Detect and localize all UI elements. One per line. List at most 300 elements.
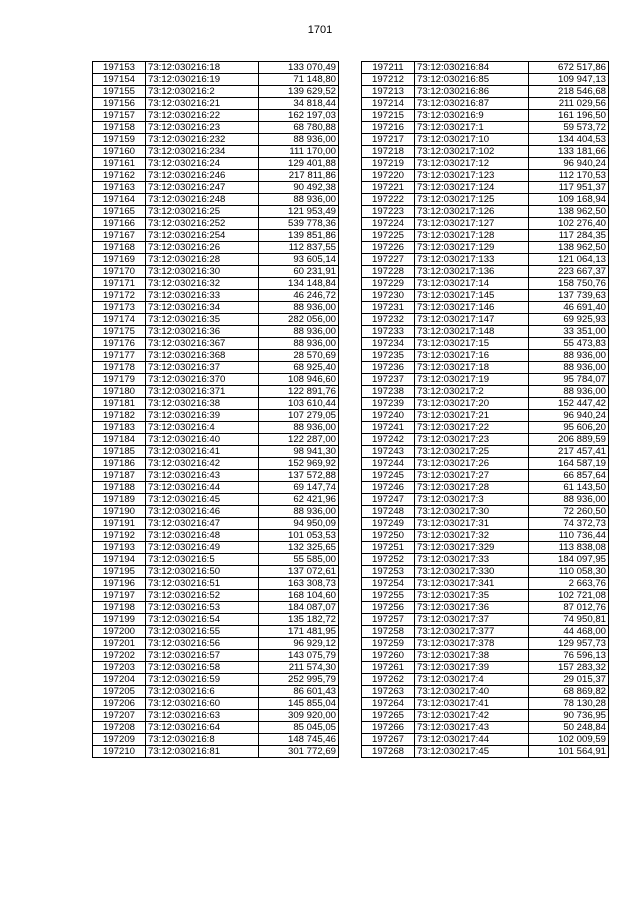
row-number: 197226 — [362, 242, 415, 254]
cadastral-number: 73:12:030216:38 — [146, 398, 259, 410]
cadastral-number: 73:12:030216:53 — [146, 602, 259, 614]
table-row — [362, 602, 609, 614]
table-row — [362, 422, 609, 434]
table-row — [362, 182, 609, 194]
cadastral-value: 88 936,00 — [259, 338, 339, 350]
row-number: 197153 — [93, 62, 146, 74]
table-row — [93, 182, 339, 194]
row-number: 197257 — [362, 614, 415, 626]
cadastral-number: 73:12:030216:51 — [146, 578, 259, 590]
cadastral-number: 73:12:030216:368 — [146, 350, 259, 362]
table-row — [93, 638, 339, 650]
cadastral-number: 73:12:030216:19 — [146, 74, 259, 86]
cadastral-value: 137 572,88 — [259, 470, 339, 482]
cadastral-value: 61 143,50 — [529, 482, 609, 494]
row-number: 197159 — [93, 134, 146, 146]
cadastral-value: 112 837,55 — [259, 242, 339, 254]
cadastral-number: 73:12:030217:125 — [415, 194, 529, 206]
cadastral-number: 73:12:030216:6 — [146, 686, 259, 698]
table-row — [362, 338, 609, 350]
cadastral-value: 96 929,12 — [259, 638, 339, 650]
cadastral-value: 95 606,20 — [529, 422, 609, 434]
cadastral-value: 672 517,86 — [529, 62, 609, 74]
table-row — [93, 206, 339, 218]
cadastral-number: 73:12:030216:44 — [146, 482, 259, 494]
row-number: 197198 — [93, 602, 146, 614]
cadastral-value: 101 053,53 — [259, 530, 339, 542]
cadastral-number: 73:12:030217:12 — [415, 158, 529, 170]
cadastral-value: 88 936,00 — [529, 494, 609, 506]
table-row — [362, 530, 609, 542]
cadastral-value: 88 936,00 — [259, 194, 339, 206]
cadastral-number: 73:12:030216:85 — [415, 74, 529, 86]
cadastral-number: 73:12:030216:47 — [146, 518, 259, 530]
table-row — [362, 146, 609, 158]
row-number: 197176 — [93, 338, 146, 350]
row-number: 197172 — [93, 290, 146, 302]
table-row — [93, 98, 339, 110]
cadastral-number: 73:12:030217:38 — [415, 650, 529, 662]
cadastral-number: 73:12:030217:341 — [415, 578, 529, 590]
row-number: 197186 — [93, 458, 146, 470]
table-row — [93, 614, 339, 626]
register-table-right — [361, 61, 609, 758]
table-row — [362, 362, 609, 374]
row-number: 197241 — [362, 422, 415, 434]
row-number: 197185 — [93, 446, 146, 458]
table-row — [362, 446, 609, 458]
table-row — [362, 278, 609, 290]
table-row — [362, 638, 609, 650]
cadastral-value: 133 181,66 — [529, 146, 609, 158]
cadastral-value: 69 147,74 — [259, 482, 339, 494]
row-number: 197171 — [93, 278, 146, 290]
cadastral-value: 132 325,65 — [259, 542, 339, 554]
table-row — [362, 482, 609, 494]
cadastral-number: 73:12:030216:34 — [146, 302, 259, 314]
row-number: 197236 — [362, 362, 415, 374]
table-row — [93, 566, 339, 578]
cadastral-number: 73:12:030217:25 — [415, 446, 529, 458]
row-number: 197155 — [93, 86, 146, 98]
row-number: 197253 — [362, 566, 415, 578]
table-row — [362, 170, 609, 182]
cadastral-number: 73:12:030216:52 — [146, 590, 259, 602]
table-row — [362, 110, 609, 122]
row-number: 197230 — [362, 290, 415, 302]
row-number: 197167 — [93, 230, 146, 242]
cadastral-number: 73:12:030216:64 — [146, 722, 259, 734]
cadastral-number: 73:12:030216:22 — [146, 110, 259, 122]
row-number: 197181 — [93, 398, 146, 410]
cadastral-number: 73:12:030217:102 — [415, 146, 529, 158]
cadastral-value: 68 780,88 — [259, 122, 339, 134]
cadastral-value: 88 936,00 — [259, 302, 339, 314]
cadastral-value: 74 950,81 — [529, 614, 609, 626]
row-number: 197264 — [362, 698, 415, 710]
cadastral-value: 152 447,42 — [529, 398, 609, 410]
row-number: 197166 — [93, 218, 146, 230]
cadastral-value: 135 182,72 — [259, 614, 339, 626]
row-number: 197188 — [93, 482, 146, 494]
row-number: 197214 — [362, 98, 415, 110]
row-number: 197183 — [93, 422, 146, 434]
cadastral-number: 73:12:030217:44 — [415, 734, 529, 746]
cadastral-value: 137 072,61 — [259, 566, 339, 578]
cadastral-number: 73:12:030217:123 — [415, 170, 529, 182]
row-number: 197255 — [362, 590, 415, 602]
table-row — [362, 326, 609, 338]
table-row — [362, 314, 609, 326]
cadastral-number: 73:12:030217:126 — [415, 206, 529, 218]
cadastral-value: 117 951,37 — [529, 182, 609, 194]
cadastral-value: 139 629,52 — [259, 86, 339, 98]
table-row — [93, 350, 339, 362]
cadastral-number: 73:12:030217:16 — [415, 350, 529, 362]
table-row — [93, 506, 339, 518]
row-number: 197175 — [93, 326, 146, 338]
table-row — [362, 218, 609, 230]
row-number: 197231 — [362, 302, 415, 314]
cadastral-value: 158 750,76 — [529, 278, 609, 290]
table-row — [362, 506, 609, 518]
row-number: 197222 — [362, 194, 415, 206]
cadastral-number: 73:12:030217:329 — [415, 542, 529, 554]
row-number: 197244 — [362, 458, 415, 470]
row-number: 197165 — [93, 206, 146, 218]
table-row — [362, 698, 609, 710]
row-number: 197232 — [362, 314, 415, 326]
cadastral-value: 134 148,84 — [259, 278, 339, 290]
table-row — [93, 302, 339, 314]
cadastral-number: 73:12:030217:26 — [415, 458, 529, 470]
row-number: 197225 — [362, 230, 415, 242]
row-number: 197210 — [93, 746, 146, 758]
row-number: 197197 — [93, 590, 146, 602]
cadastral-number: 73:12:030216:234 — [146, 146, 259, 158]
cadastral-value: 184 097,95 — [529, 554, 609, 566]
cadastral-number: 73:12:030217:45 — [415, 746, 529, 758]
cadastral-number: 73:12:030216:59 — [146, 674, 259, 686]
row-number: 197227 — [362, 254, 415, 266]
table-row — [362, 722, 609, 734]
cadastral-value: 88 936,00 — [259, 422, 339, 434]
row-number: 197170 — [93, 266, 146, 278]
cadastral-number: 73:12:030216:26 — [146, 242, 259, 254]
cadastral-number: 73:12:030217:136 — [415, 266, 529, 278]
cadastral-number: 73:12:030217:145 — [415, 290, 529, 302]
cadastral-number: 73:12:030216:252 — [146, 218, 259, 230]
table-row — [362, 566, 609, 578]
cadastral-number: 73:12:030216:57 — [146, 650, 259, 662]
row-number: 197239 — [362, 398, 415, 410]
cadastral-value: 68 925,40 — [259, 362, 339, 374]
row-number: 197207 — [93, 710, 146, 722]
cadastral-number: 73:12:030216:55 — [146, 626, 259, 638]
row-number: 197246 — [362, 482, 415, 494]
cadastral-number: 73:12:030216:35 — [146, 314, 259, 326]
table-row — [362, 590, 609, 602]
row-number: 197258 — [362, 626, 415, 638]
cadastral-number: 73:12:030217:39 — [415, 662, 529, 674]
table-row — [93, 494, 339, 506]
row-number: 197263 — [362, 686, 415, 698]
row-number: 197218 — [362, 146, 415, 158]
cadastral-number: 73:12:030216:43 — [146, 470, 259, 482]
table-row — [93, 122, 339, 134]
cadastral-number: 73:12:030216:30 — [146, 266, 259, 278]
row-number: 197163 — [93, 182, 146, 194]
cadastral-number: 73:12:030216:84 — [415, 62, 529, 74]
row-number: 197164 — [93, 194, 146, 206]
table-row — [362, 194, 609, 206]
table-row — [93, 110, 339, 122]
cadastral-number: 73:12:030216:254 — [146, 230, 259, 242]
table-row — [362, 650, 609, 662]
cadastral-number: 73:12:030217:378 — [415, 638, 529, 650]
table-row — [93, 290, 339, 302]
cadastral-value: 162 197,03 — [259, 110, 339, 122]
cadastral-value: 111 170,00 — [259, 146, 339, 158]
cadastral-number: 73:12:030216:32 — [146, 278, 259, 290]
table-row — [362, 470, 609, 482]
row-number: 197190 — [93, 506, 146, 518]
cadastral-number: 73:12:030216:370 — [146, 374, 259, 386]
table-row — [362, 458, 609, 470]
table-row — [362, 542, 609, 554]
row-number: 197200 — [93, 626, 146, 638]
table-row — [93, 458, 339, 470]
table-row — [93, 254, 339, 266]
cadastral-number: 73:12:030216:86 — [415, 86, 529, 98]
cadastral-number: 73:12:030216:87 — [415, 98, 529, 110]
cadastral-number: 73:12:030216:247 — [146, 182, 259, 194]
cadastral-number: 73:12:030216:232 — [146, 134, 259, 146]
row-number: 197203 — [93, 662, 146, 674]
table-row — [93, 74, 339, 86]
table-row — [93, 746, 339, 758]
cadastral-value: 94 950,09 — [259, 518, 339, 530]
cadastral-value: 223 667,37 — [529, 266, 609, 278]
cadastral-value: 252 995,79 — [259, 674, 339, 686]
cadastral-number: 73:12:030217:22 — [415, 422, 529, 434]
table-row — [362, 134, 609, 146]
cadastral-value: 33 351,00 — [529, 326, 609, 338]
row-number: 197169 — [93, 254, 146, 266]
cadastral-value: 218 546,68 — [529, 86, 609, 98]
table-row — [362, 710, 609, 722]
table-row — [93, 662, 339, 674]
cadastral-value: 112 170,53 — [529, 170, 609, 182]
cadastral-number: 73:12:030216:41 — [146, 446, 259, 458]
table-row — [93, 218, 339, 230]
table-row — [362, 614, 609, 626]
table-row — [93, 398, 339, 410]
table-row — [362, 686, 609, 698]
table-row — [362, 302, 609, 314]
row-number: 197221 — [362, 182, 415, 194]
cadastral-value: 62 421,96 — [259, 494, 339, 506]
cadastral-value: 122 891,76 — [259, 386, 339, 398]
table-row — [93, 170, 339, 182]
table-row — [362, 350, 609, 362]
cadastral-value: 93 605,14 — [259, 254, 339, 266]
row-number: 197217 — [362, 134, 415, 146]
cadastral-number: 73:12:030217:23 — [415, 434, 529, 446]
row-number: 197157 — [93, 110, 146, 122]
table-row — [93, 314, 339, 326]
cadastral-number: 73:12:030216:42 — [146, 458, 259, 470]
cadastral-value: 157 283,32 — [529, 662, 609, 674]
cadastral-number: 73:12:030217:330 — [415, 566, 529, 578]
row-number: 197180 — [93, 386, 146, 398]
cadastral-number: 73:12:030217:1 — [415, 122, 529, 134]
cadastral-value: 50 248,84 — [529, 722, 609, 734]
cadastral-value: 28 570,69 — [259, 350, 339, 362]
table-row — [362, 206, 609, 218]
row-number: 197262 — [362, 674, 415, 686]
row-number: 197256 — [362, 602, 415, 614]
row-number: 197191 — [93, 518, 146, 530]
row-number: 197193 — [93, 542, 146, 554]
cadastral-value: 121 953,49 — [259, 206, 339, 218]
row-number: 197251 — [362, 542, 415, 554]
cadastral-value: 66 857,64 — [529, 470, 609, 482]
cadastral-value: 110 736,44 — [529, 530, 609, 542]
cadastral-number: 73:12:030216:367 — [146, 338, 259, 350]
cadastral-number: 73:12:030217:133 — [415, 254, 529, 266]
table-row — [93, 446, 339, 458]
cadastral-value: 184 087,07 — [259, 602, 339, 614]
cadastral-value: 90 492,38 — [259, 182, 339, 194]
cadastral-value: 163 308,73 — [259, 578, 339, 590]
cadastral-number: 73:12:030217:14 — [415, 278, 529, 290]
cadastral-value: 74 372,73 — [529, 518, 609, 530]
cadastral-value: 60 231,91 — [259, 266, 339, 278]
cadastral-value: 117 284,35 — [529, 230, 609, 242]
cadastral-value: 101 564,91 — [529, 746, 609, 758]
table-row — [93, 422, 339, 434]
cadastral-number: 73:12:030217:30 — [415, 506, 529, 518]
cadastral-number: 73:12:030217:28 — [415, 482, 529, 494]
row-number: 197249 — [362, 518, 415, 530]
cadastral-number: 73:12:030216:18 — [146, 62, 259, 74]
row-number: 197160 — [93, 146, 146, 158]
table-row — [362, 242, 609, 254]
row-number: 197240 — [362, 410, 415, 422]
row-number: 197259 — [362, 638, 415, 650]
table-row — [93, 518, 339, 530]
table-row — [93, 578, 339, 590]
row-number: 197248 — [362, 506, 415, 518]
cadastral-number: 73:12:030217:148 — [415, 326, 529, 338]
cadastral-value: 113 838,08 — [529, 542, 609, 554]
row-number: 197220 — [362, 170, 415, 182]
cadastral-number: 73:12:030216:371 — [146, 386, 259, 398]
cadastral-number: 73:12:030217:129 — [415, 242, 529, 254]
cadastral-number: 73:12:030216:56 — [146, 638, 259, 650]
cadastral-number: 73:12:030216:63 — [146, 710, 259, 722]
cadastral-number: 73:12:030216:48 — [146, 530, 259, 542]
cadastral-value: 217 811,86 — [259, 170, 339, 182]
cadastral-value: 46 246,72 — [259, 290, 339, 302]
cadastral-number: 73:12:030217:15 — [415, 338, 529, 350]
table-row — [93, 602, 339, 614]
cadastral-number: 73:12:030217:41 — [415, 698, 529, 710]
cadastral-value: 309 920,00 — [259, 710, 339, 722]
row-number: 197174 — [93, 314, 146, 326]
table-row — [93, 674, 339, 686]
cadastral-value: 164 587,19 — [529, 458, 609, 470]
cadastral-number: 73:12:030216:2 — [146, 86, 259, 98]
table-row — [93, 374, 339, 386]
row-number: 197242 — [362, 434, 415, 446]
table-row — [93, 626, 339, 638]
table-row — [362, 662, 609, 674]
table-row — [362, 434, 609, 446]
row-number: 197261 — [362, 662, 415, 674]
cadastral-value: 55 585,00 — [259, 554, 339, 566]
row-number: 197212 — [362, 74, 415, 86]
row-number: 197161 — [93, 158, 146, 170]
row-number: 197177 — [93, 350, 146, 362]
cadastral-number: 73:12:030217:124 — [415, 182, 529, 194]
cadastral-value: 168 104,60 — [259, 590, 339, 602]
cadastral-number: 73:12:030217:2 — [415, 386, 529, 398]
table-row — [93, 158, 339, 170]
cadastral-value: 108 946,60 — [259, 374, 339, 386]
row-number: 197219 — [362, 158, 415, 170]
table-row — [93, 590, 339, 602]
cadastral-value: 88 936,00 — [529, 386, 609, 398]
cadastral-value: 76 596,13 — [529, 650, 609, 662]
table-row — [362, 374, 609, 386]
table-row — [362, 290, 609, 302]
cadastral-value: 107 279,05 — [259, 410, 339, 422]
cadastral-value: 138 962,50 — [529, 242, 609, 254]
table-row — [362, 62, 609, 74]
table-row — [93, 410, 339, 422]
cadastral-value: 69 925,93 — [529, 314, 609, 326]
table-row — [93, 386, 339, 398]
cadastral-value: 133 070,49 — [259, 62, 339, 74]
row-number: 197233 — [362, 326, 415, 338]
table-row — [362, 266, 609, 278]
cadastral-value: 206 889,59 — [529, 434, 609, 446]
table-row — [362, 86, 609, 98]
cadastral-value: 59 573,72 — [529, 122, 609, 134]
cadastral-number: 73:12:030217:40 — [415, 686, 529, 698]
table-row — [362, 398, 609, 410]
cadastral-number: 73:12:030217:35 — [415, 590, 529, 602]
row-number: 197250 — [362, 530, 415, 542]
cadastral-number: 73:12:030216:33 — [146, 290, 259, 302]
table-row — [93, 242, 339, 254]
cadastral-value: 148 745,46 — [259, 734, 339, 746]
cadastral-number: 73:12:030217:43 — [415, 722, 529, 734]
table-row — [362, 158, 609, 170]
table-row — [362, 578, 609, 590]
cadastral-number: 73:12:030217:42 — [415, 710, 529, 722]
cadastral-value: 88 936,00 — [529, 350, 609, 362]
row-number: 197189 — [93, 494, 146, 506]
row-number: 197265 — [362, 710, 415, 722]
cadastral-value: 34 818,44 — [259, 98, 339, 110]
table-row — [362, 674, 609, 686]
cadastral-number: 73:12:030216:39 — [146, 410, 259, 422]
row-number: 197224 — [362, 218, 415, 230]
table-row — [362, 74, 609, 86]
